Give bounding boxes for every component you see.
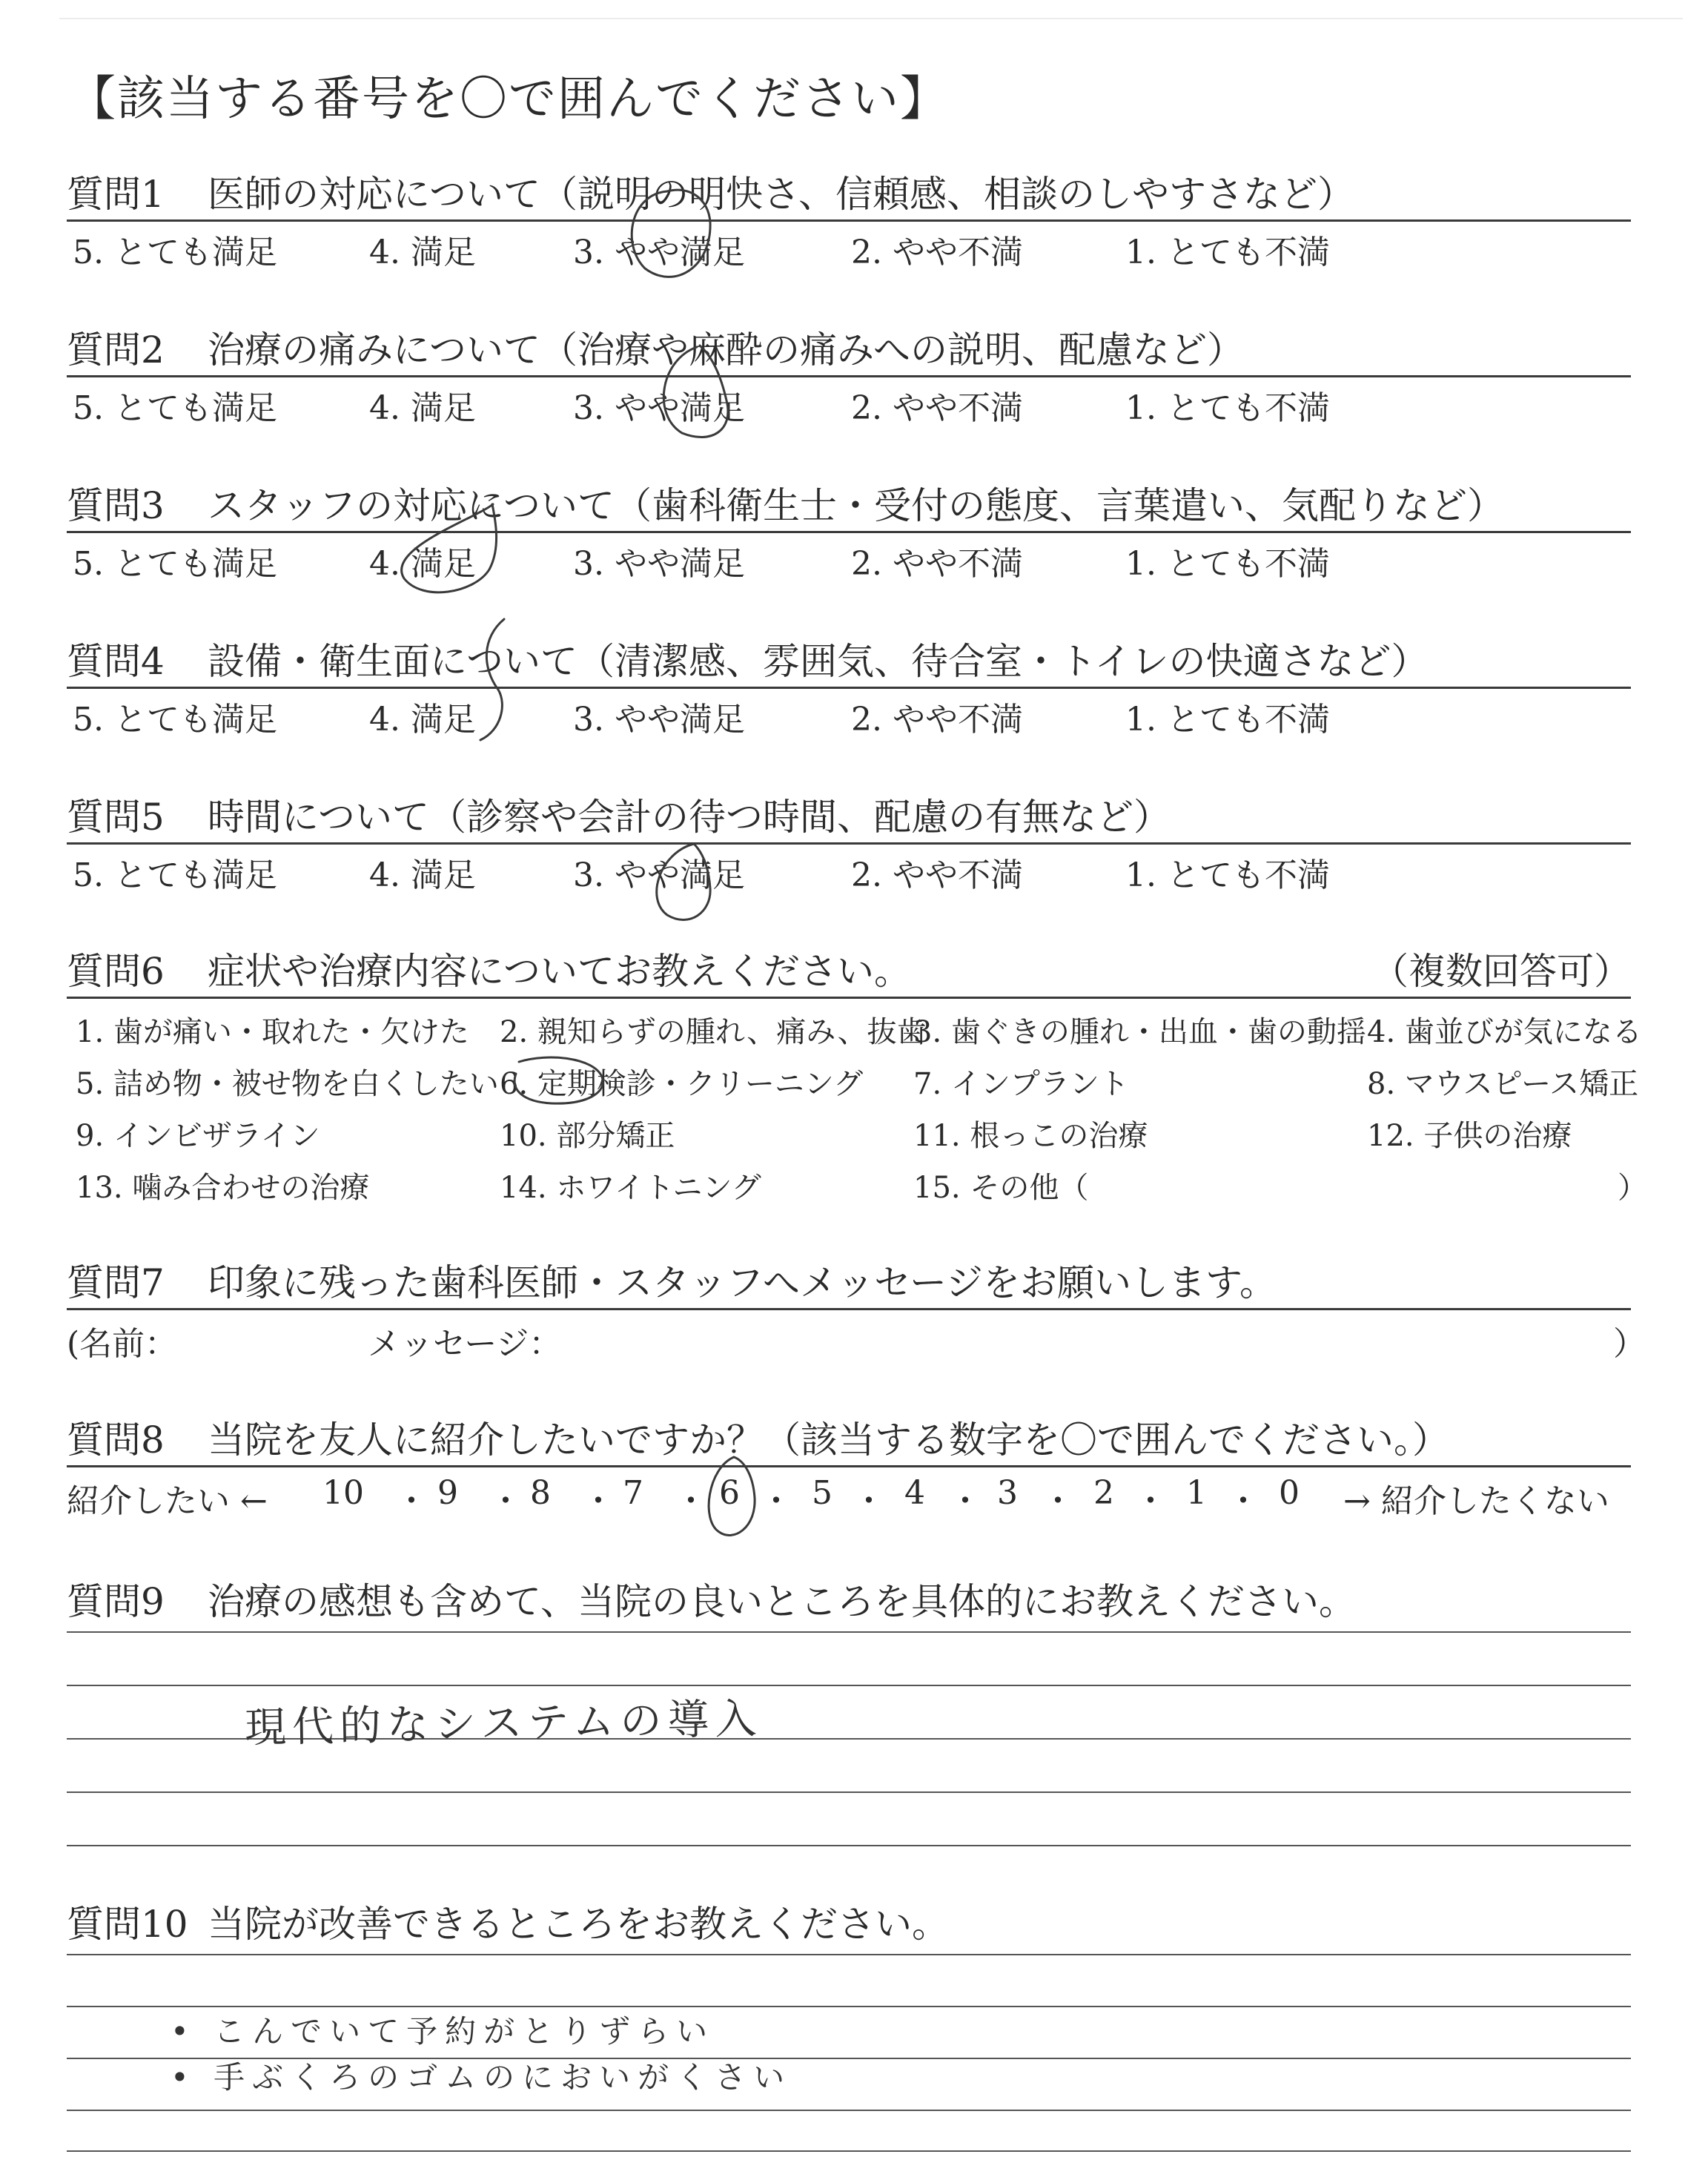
option-2[interactable]: 2. やや不満 bbox=[851, 856, 1023, 894]
bullet: • bbox=[171, 2059, 214, 2095]
question-10 bbox=[67, 1895, 1631, 2154]
question-heading: 質問7 印象に残った歯科医師・スタッフへメッセージをお願いします。 bbox=[67, 1261, 1277, 1304]
option-5[interactable]: 5. とても満足 bbox=[73, 234, 277, 271]
question-2 bbox=[67, 320, 1631, 469]
question-5 bbox=[67, 787, 1631, 936]
answer-line bbox=[67, 2110, 1631, 2111]
question-heading: 質問4 設備・衛生面について（清潔感、雰囲気、待合室・トイレの快適さなど） bbox=[67, 640, 1429, 683]
question-7 bbox=[67, 1253, 1646, 1401]
scale-value[interactable]: 7 bbox=[623, 1474, 643, 1512]
scale-dot: ・ bbox=[489, 1482, 522, 1520]
good-points-answer[interactable]: 現代的なシステムの導入 bbox=[244, 1694, 763, 1753]
scale-value[interactable]: 10 bbox=[322, 1474, 364, 1512]
other-close-paren: ） bbox=[1618, 1171, 1647, 1205]
question-rule bbox=[67, 1308, 1631, 1310]
question-4 bbox=[67, 632, 1631, 780]
question-6 bbox=[67, 942, 1647, 1216]
option-2[interactable]: 2. やや不満 bbox=[851, 545, 1023, 583]
option-1[interactable]: 1. とても不満 bbox=[1125, 545, 1330, 583]
scale-dot: ・ bbox=[395, 1482, 428, 1520]
question-rule bbox=[67, 375, 1631, 377]
symptom-option[interactable]: 11. 根っこの治療 bbox=[913, 1119, 1148, 1153]
option-1[interactable]: 1. とても不満 bbox=[1125, 389, 1330, 427]
symptom-option[interactable]: 10. 部分矯正 bbox=[500, 1119, 675, 1153]
multiple-answer-note: （複数回答可） bbox=[1371, 950, 1631, 993]
option-3[interactable]: 3. やや満足 bbox=[573, 389, 745, 427]
question-rule bbox=[67, 219, 1631, 222]
recommend-scale bbox=[67, 1474, 1631, 1519]
answer-line bbox=[67, 2150, 1631, 2152]
improvement-answer-2[interactable]: • 手ぶくろのゴムのにおいがくさい bbox=[171, 2059, 792, 2095]
question-heading: 質問6 症状や治療内容についてお教えください。 bbox=[67, 950, 911, 993]
answer-line bbox=[67, 1685, 1631, 1686]
question-rule bbox=[67, 687, 1631, 689]
symptom-option[interactable]: 9. インビザライン bbox=[76, 1119, 320, 1153]
question-9 bbox=[67, 1572, 1631, 1854]
scale-value[interactable]: 6 bbox=[719, 1474, 740, 1512]
question-1 bbox=[67, 165, 1631, 313]
option-2[interactable]: 2. やや不満 bbox=[851, 701, 1023, 739]
option-4[interactable]: 4. 満足 bbox=[369, 389, 476, 427]
answer-line bbox=[67, 1631, 1631, 1633]
option-5[interactable]: 5. とても満足 bbox=[73, 545, 277, 583]
option-1[interactable]: 1. とても不満 bbox=[1125, 701, 1330, 739]
scale-dot: ・ bbox=[760, 1482, 792, 1520]
question-heading: 質問5 時間について（診察や会計の待つ時間、配慮の有無など） bbox=[67, 796, 1171, 839]
option-2[interactable]: 2. やや不満 bbox=[851, 234, 1023, 271]
scale-right-label: → 紹介したくない bbox=[1343, 1482, 1609, 1520]
scale-dot: ・ bbox=[675, 1482, 707, 1520]
scale-value[interactable]: 2 bbox=[1093, 1474, 1114, 1512]
scale-dot: ・ bbox=[949, 1482, 982, 1520]
rating-options bbox=[67, 693, 1631, 737]
scale-dot: ・ bbox=[853, 1482, 885, 1520]
scale-value[interactable]: 3 bbox=[997, 1474, 1018, 1512]
scale-dot: ・ bbox=[1134, 1482, 1167, 1520]
symptom-option[interactable]: 13. 噛み合わせの治療 bbox=[76, 1171, 370, 1205]
bullet: • bbox=[171, 2013, 214, 2050]
option-3[interactable]: 3. やや満足 bbox=[573, 545, 745, 583]
scale-value[interactable]: 1 bbox=[1186, 1474, 1207, 1512]
question-heading: 質問8 当院を友人に紹介したいですか？（該当する数字を〇で囲んでください。） bbox=[67, 1418, 1449, 1462]
question-3 bbox=[67, 476, 1631, 624]
rating-options bbox=[67, 381, 1631, 426]
scale-value[interactable]: 8 bbox=[530, 1474, 551, 1512]
scale-dot: ・ bbox=[1042, 1482, 1074, 1520]
question-rule bbox=[67, 842, 1631, 845]
option-4[interactable]: 4. 満足 bbox=[369, 545, 476, 583]
question-heading: 質問3 スタッフの対応について（歯科衛生士・受付の態度、言葉遣い、気配りなど） bbox=[67, 484, 1504, 527]
scale-dot: ・ bbox=[582, 1482, 615, 1520]
option-3[interactable]: 3. やや満足 bbox=[573, 856, 745, 894]
rating-options bbox=[67, 848, 1631, 893]
symptom-option[interactable]: 12. 子供の治療 bbox=[1367, 1119, 1572, 1153]
question-rule bbox=[67, 531, 1631, 533]
option-5[interactable]: 5. とても満足 bbox=[73, 389, 277, 427]
symptom-option[interactable]: 3. 歯ぐきの腫れ・出血・歯の動揺 bbox=[913, 1015, 1366, 1049]
option-5[interactable]: 5. とても満足 bbox=[73, 701, 277, 739]
scale-left-label: 紹介したい ← bbox=[67, 1482, 268, 1520]
scale-value[interactable]: 0 bbox=[1279, 1474, 1300, 1512]
scale-value[interactable]: 4 bbox=[904, 1474, 925, 1512]
question-rule bbox=[67, 1465, 1631, 1467]
option-1[interactable]: 1. とても不満 bbox=[1125, 856, 1330, 894]
option-2[interactable]: 2. やや不満 bbox=[851, 389, 1023, 427]
option-1[interactable]: 1. とても不満 bbox=[1125, 234, 1330, 271]
question-heading: 質問10 当院が改善できるところをお教えください。 bbox=[67, 1903, 949, 1946]
option-4[interactable]: 4. 満足 bbox=[369, 856, 476, 894]
symptom-option[interactable]: 7. インプラント bbox=[913, 1067, 1129, 1101]
option-3[interactable]: 3. やや満足 bbox=[573, 234, 745, 271]
name-label: (名前： bbox=[67, 1325, 178, 1363]
option-5[interactable]: 5. とても満足 bbox=[73, 856, 277, 894]
question-rule bbox=[67, 997, 1631, 999]
symptom-option[interactable]: 8. マウスピース矯正 bbox=[1367, 1067, 1639, 1101]
rating-options bbox=[67, 537, 1631, 581]
question-8 bbox=[67, 1410, 1631, 1559]
symptom-option[interactable]: 4. 歯並びが気になる bbox=[1367, 1015, 1642, 1049]
symptom-option[interactable]: 5. 詰め物・被せ物を白くしたい bbox=[76, 1067, 499, 1101]
answer-line bbox=[67, 1845, 1631, 1846]
rating-options bbox=[67, 225, 1631, 270]
option-3[interactable]: 3. やや満足 bbox=[573, 701, 745, 739]
message-label: メッセージ： bbox=[368, 1325, 562, 1363]
answer-line bbox=[67, 1954, 1631, 1955]
question-heading: 質問1 医師の対応について（説明の明快さ、信頼感、相談のしやすさなど） bbox=[67, 173, 1354, 216]
question-heading: 質問2 治療の痛みについて（治療や麻酔の痛みへの説明、配慮など） bbox=[67, 328, 1244, 371]
option-4[interactable]: 4. 満足 bbox=[369, 701, 476, 739]
page-title: 【該当する番号を〇で囲んでください】 bbox=[68, 72, 949, 127]
message-close-paren: ） bbox=[1613, 1325, 1646, 1363]
symptom-option[interactable]: 15. その他（ bbox=[913, 1171, 1089, 1205]
question-heading: 質問9 治療の感想も含めて、当院の良いところを具体的にお教えください。 bbox=[67, 1580, 1356, 1623]
improvement-answer-1[interactable]: • こんでいて予約がとりずらい bbox=[171, 2013, 715, 2050]
symptom-option[interactable]: 2. 親知らずの腫れ、痛み、抜歯 bbox=[500, 1015, 927, 1049]
scale-dot: ・ bbox=[1227, 1482, 1260, 1520]
option-4[interactable]: 4. 満足 bbox=[369, 234, 476, 271]
scale-value[interactable]: 9 bbox=[437, 1474, 458, 1512]
symptom-option[interactable]: 6. 定期検診・クリーニング bbox=[500, 1067, 864, 1101]
scale-value[interactable]: 5 bbox=[812, 1474, 833, 1512]
symptom-option[interactable]: 1. 歯が痛い・取れた・欠けた bbox=[76, 1015, 469, 1049]
symptom-option[interactable]: 14. ホワイトニング bbox=[500, 1171, 761, 1205]
answer-line bbox=[67, 1791, 1631, 1793]
top-border bbox=[59, 18, 1683, 19]
